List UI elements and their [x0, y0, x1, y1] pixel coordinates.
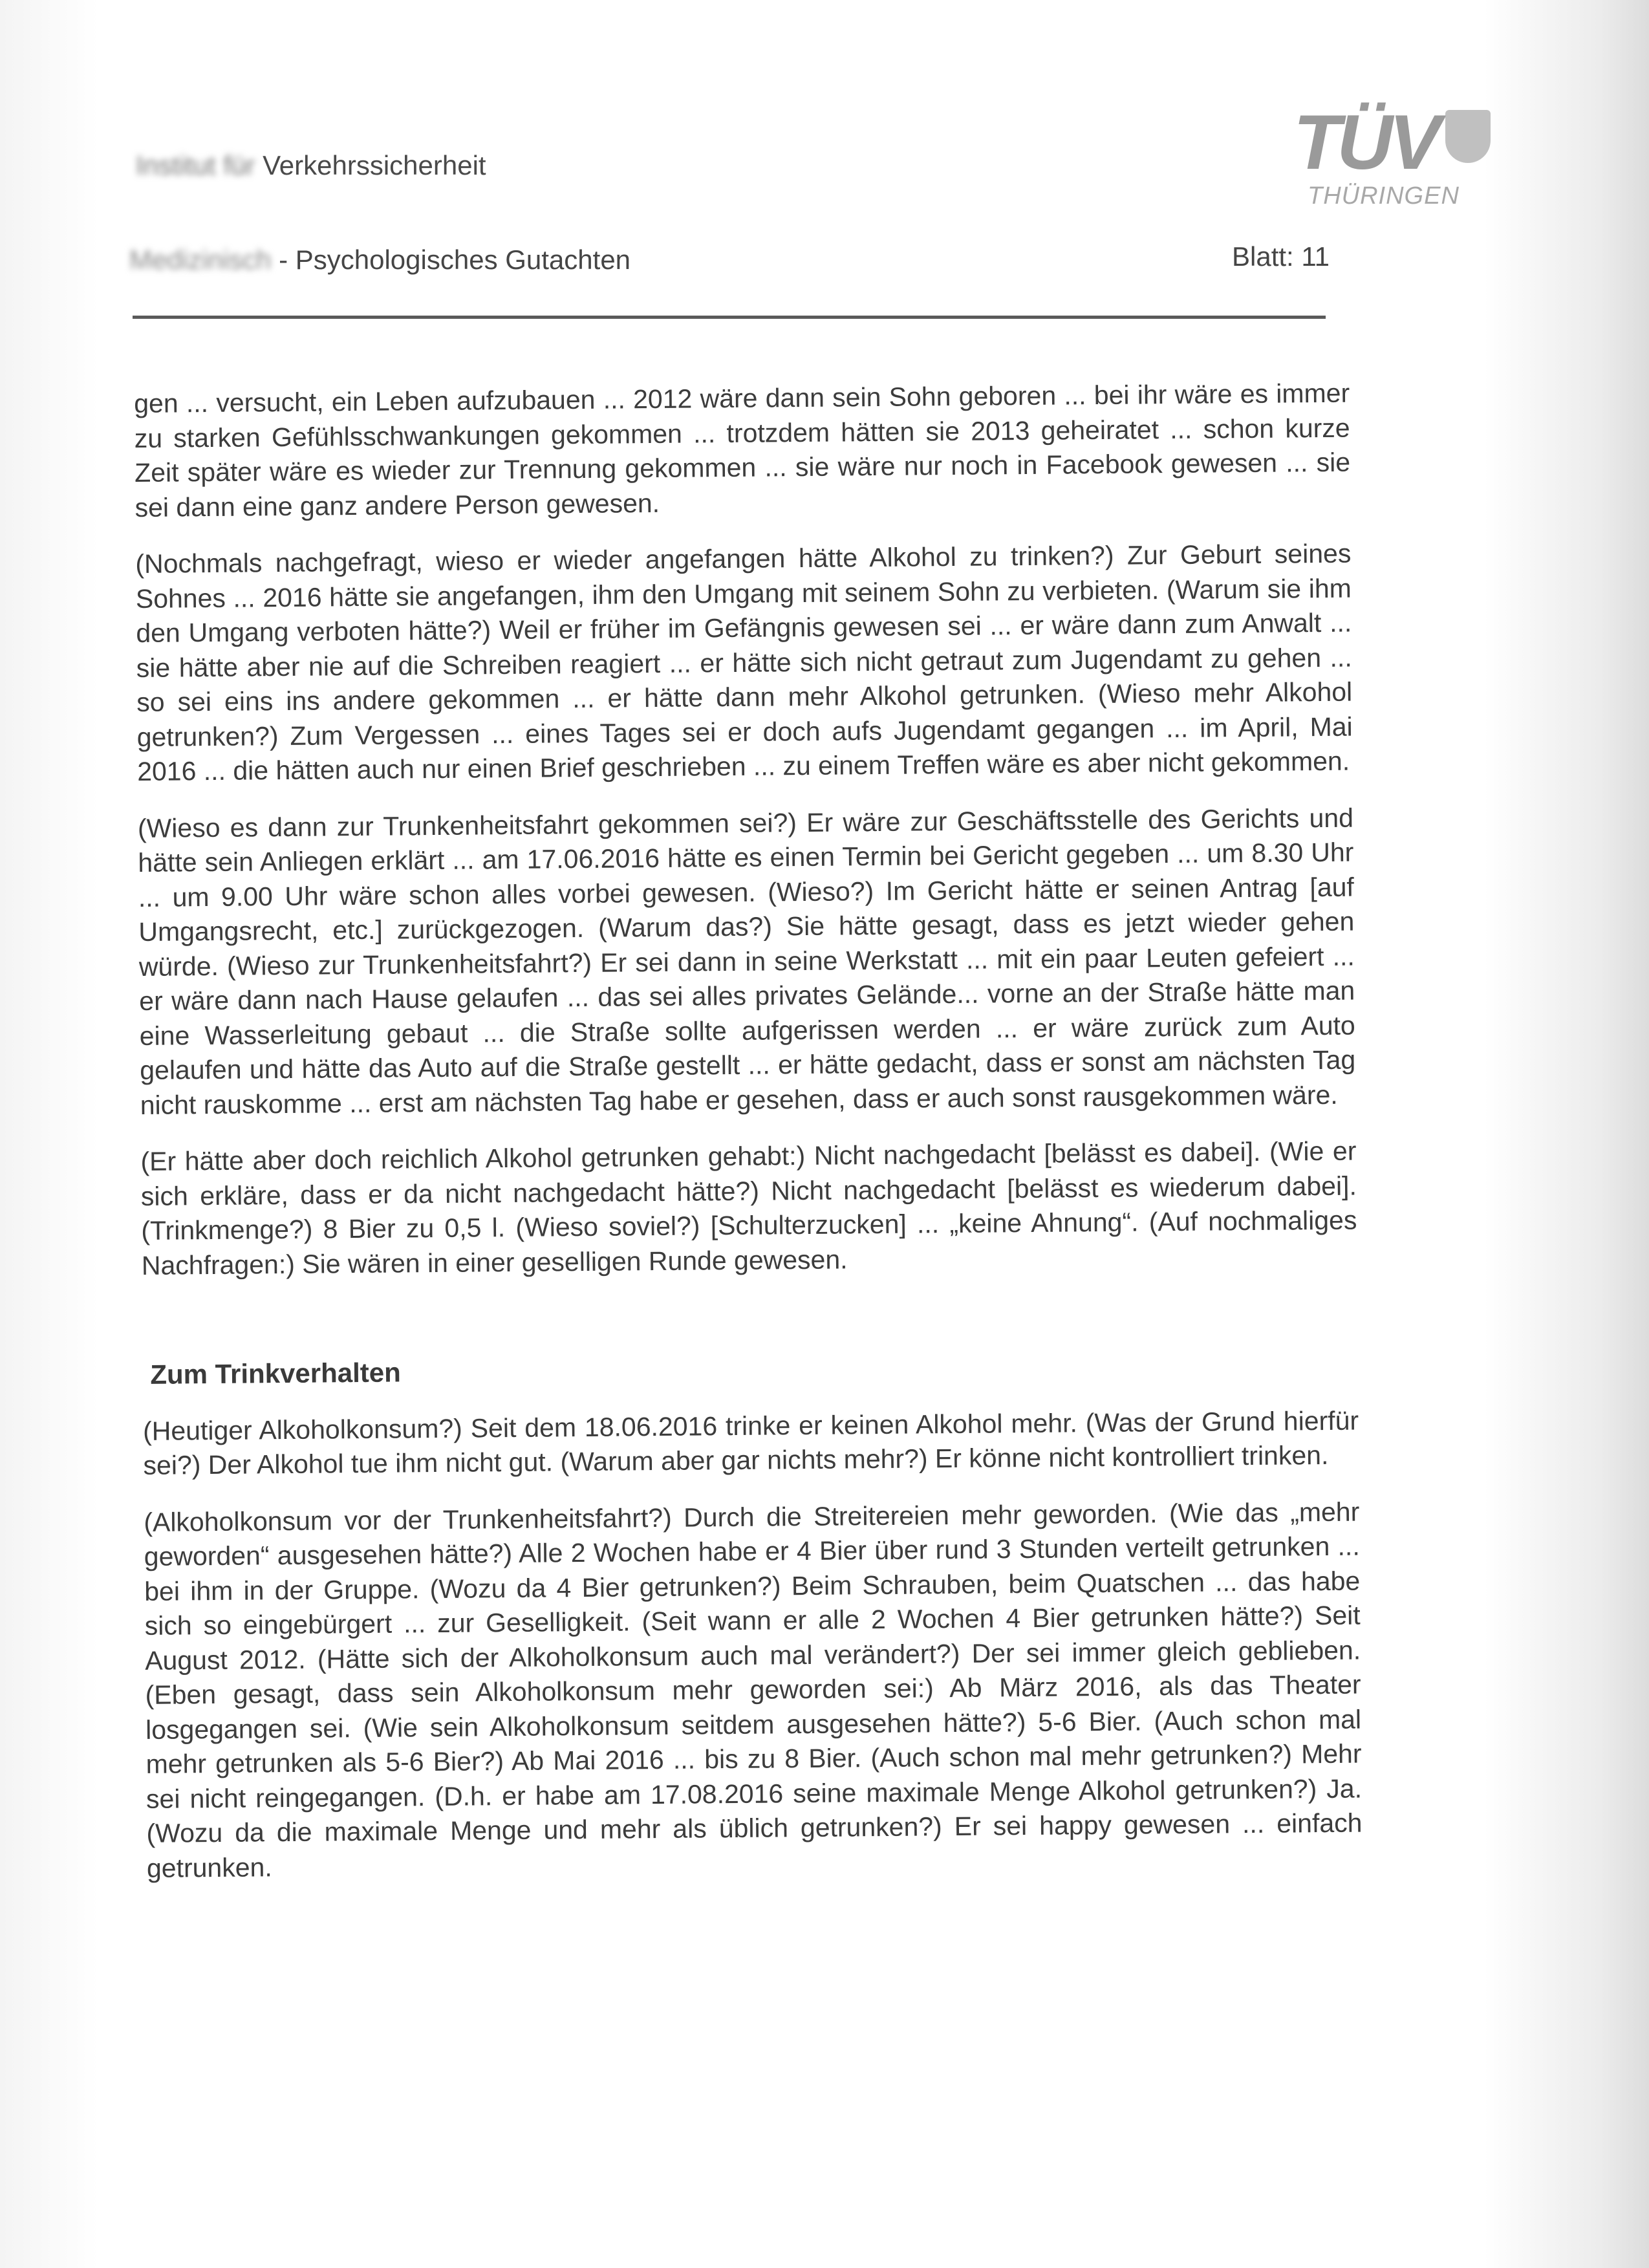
document-title — [129, 244, 630, 275]
tuv-logo-mark: TÜV — [1293, 99, 1437, 186]
body-paragraph: (Wieso es dann zur Trunkenheitsfahrt gekommen sei?) Er wäre zur Geschäftsstelle des Gerichts und hätte sein Anliegen erklärt ... am 17.06.2016 hätte es einen Termin bei Gericht gegeben ... um 8.30 Uhr ... um 9.00 Uhr wäre schon alles vorbei gewesen. (Wieso?) Im Gericht hätte er seinen Antrag [auf Umgangsrecht, etc.] zurückgezogen. (Warum das?) Sie hätte gesagt, dass es jetzt wieder gehen würde. (Wieso zur Trunkenheitsfahrt?) Er sei dann in seine Werkstatt ... mit ein paar Leuten gefeiert ... er wäre dann nach Hause gelaufen ... das sei alles privates Gelände... vorne an der Straße hätte man eine Wasserleitung gebaut ... die Straße sollte aufgerissen werden ... er wäre zurück zum Auto gelaufen und hätte das Auto auf die Straße gestellt ... er hätte gedacht, dass er sonst am nächsten Tag nicht rauskomme ... erst am nächsten Tag habe er gesehen, dass er auch sonst rausgekommen wäre. — [137, 803, 1356, 1120]
report-body — [134, 376, 1363, 1908]
institute-name — [136, 150, 486, 181]
institute-name-label: Verkehrssicherheit — [263, 150, 486, 180]
coat-of-arms-icon — [1445, 110, 1491, 163]
redaction-box-right — [993, 277, 1390, 317]
body-paragraph: (Nochmals nachgefragt, wieso er wieder angefangen hätte Alkohol zu trinken?) Zur Geburt seines Sohnes ... 2016 hätte sie angefangen, ihm den Umgang mit seinem Sohn zu verbieten. (Warum sie ihm den Umgang verboten hätte?) Weil er früher im Gefängnis gewesen sei ... er wäre dann zum Anwalt ... sie hätte aber nie auf die Schreiben reagiert ... er hätte sich nicht getraut zum Jugendamt zu gehen ... so sei eins ins andere gekommen ... er hätte dann mehr Alkohol getrunken. (Wieso mehr Alkohol getrunken?) Zum Vergessen ... eines Tages sei er doch aufs Jugendamt gegangen ... im April, Mai 2016 ... die hätten auch nur einen Brief geschrieben ... zu einem Treffen wäre es aber nicht gekommen. — [135, 538, 1353, 786]
body-paragraph: (Er hätte aber doch reichlich Alkohol getrunken gehabt:) Nicht nachgedacht [belässt es dabei]. (Wie er sich erkläre, dass er da nicht nachgedacht hätte?) Nicht nachgedacht [belässt es wiederum dabei]. (Trinkmenge?) 8 Bier zu 0,5 l. (Wieso soviel?) [Schulterzucken] ... „keine Ahnung“. (Auf nochmaliges Nachfragen:) Sie wären in einer geselligen Runde gewesen. — [140, 1136, 1357, 1280]
document-title-label: - Psychologisches Gutachten — [279, 244, 631, 275]
section-paragraph: (Heutiger Alkoholkonsum?) Seit dem 18.06.2016 trinke er keinen Alkohol mehr. (Was der Grund hierfür sei?) Der Alkohol tue ihm nicht gut. (Warum aber gar nichts mehr?) Er könne nicht kontrolliert trinken. — [142, 1405, 1359, 1480]
redaction-box-left — [126, 279, 369, 317]
header-divider — [133, 316, 1326, 319]
tuv-logo-region: THÜRINGEN — [1308, 182, 1460, 210]
section-heading: Zum Trinkverhalten — [150, 1357, 401, 1390]
tuv-logo — [1287, 99, 1507, 213]
sheet-number: Blatt: 11 — [1232, 241, 1330, 272]
section-paragraph: (Alkoholkonsum vor der Trunkenheitsfahrt?) Durch die Streitereien mehr geworden. (Wie das „mehr geworden“ ausgesehen hätte?) Alle 2 Wochen habe er 4 Bier über rund 3 Stunden verteilt getrunken ... bei ihm in der Gruppe. (Wozu da 4 Bier getrunken?) Beim Schrauben, beim Quatschen ... das habe sich so eingebürgert ... zur Geselligkeit. (Seit wann er alle 2 Wochen 4 Bier getrunken hätte?) Seit August 2012. (Hätte sich der Alkoholkonsum auch mal verändert?) Der sei immer gleich geblieben. (Eben gesagt, dass sein Alkoholkonsum mehr geworden sei:) Ab März 2016, als das Theater losgegangen sei. (Wie sein Alkoholkonsum seitdem ausgesehen hätte?) 5-6 Bier. (Auch schon mal mehr getrunken als 5-6 Bier?) Ab Mai 2016 ... bis zu 8 Bier. (Auch schon mal mehr getrunken?) Mehr sei nicht reingegangen. (D.h. er habe am 17.08.2016 seine maximale Menge Alkohol getrunken?) Ja. (Wozu da die maximale Menge und mehr als üblich getrunken?) Er sei happy gewesen ... einfach getrunken. — [144, 1496, 1363, 1883]
institute-name-blurred: Institut für — [136, 150, 255, 180]
document-title-blurred: Medizinisch — [129, 244, 272, 275]
body-paragraph: gen ... versucht, ein Leben aufzubauen ... 2012 wäre dann sein Sohn geboren ... bei ihr wäre es immer zu starken Gefühlsschwankungen gekommen ... trotzdem hätten sie 2013 geheiratet ... schon kurze Zeit später wäre es wieder zur Trennung gekommen ... sie wäre nur noch in Facebook gewesen ... sie sei dann eine ganz andere Person gewesen. — [134, 378, 1351, 523]
